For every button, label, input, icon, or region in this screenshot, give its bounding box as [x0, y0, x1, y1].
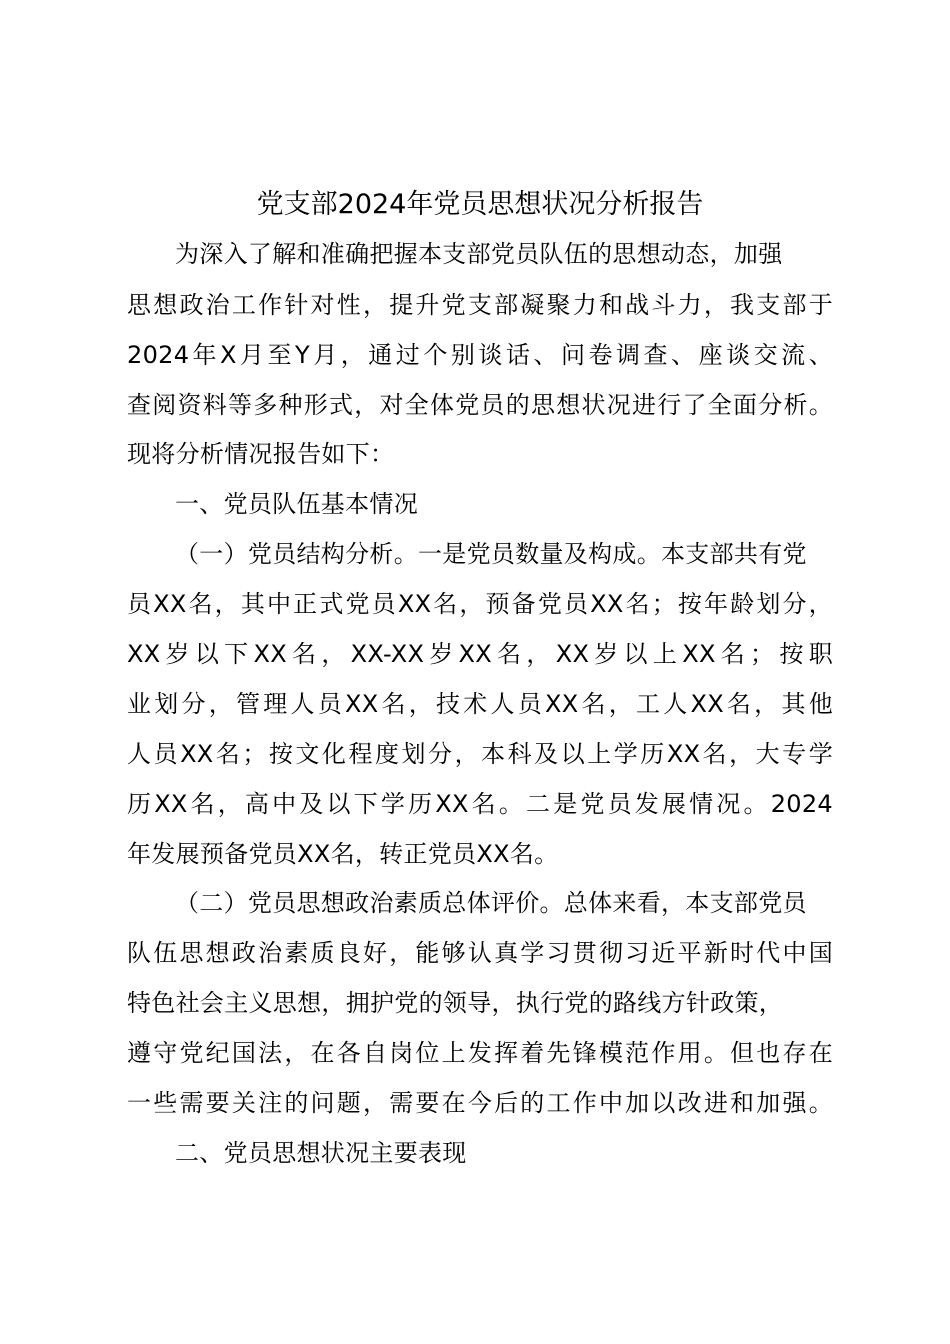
paragraph-line: （一）党员结构分析。一是党员数量及构成。本支部共有党 [175, 540, 807, 568]
paragraph-line: （二）党员思想政治素质总体评价。总体来看，本支部党员 [175, 889, 807, 917]
paragraph-line: XX岁以下XX名，XX-XX岁XX名，XX岁以上XX名；按职 [127, 640, 833, 668]
section-heading: 二、党员思想状况主要表现 [175, 1139, 467, 1167]
paragraph-line: 2024年X月至Y月，通过个别谈话、问卷调查、座谈交流、 [127, 341, 833, 369]
paragraph-line: 历XX名，高中及以下学历XX名。二是党员发展情况。2024 [127, 790, 833, 818]
paragraph-line: 员XX名，其中正式党员XX名，预备党员XX名；按年龄划分， [127, 590, 833, 618]
paragraph-line: 现将分析情况报告如下： [127, 440, 395, 468]
paragraph-line: 遵守党纪国法，在各自岗位上发挥着先锋模范作用。但也存在 [127, 1039, 833, 1067]
paragraph-line: 为深入了解和准确把握本支部党员队伍的思想动态，加强 [175, 240, 783, 268]
paragraph-line: 年发展预备党员XX名，转正党员XX名。 [127, 840, 559, 868]
paragraph-line: 思想政治工作针对性，提升党支部凝聚力和战斗力，我支部于 [127, 291, 833, 319]
paragraph-line: 一些需要关注的问题，需要在今后的工作中加以改进和加强。 [127, 1089, 833, 1117]
section-heading: 一、党员队伍基本情况 [175, 490, 418, 518]
paragraph-line: 特色社会主义思想，拥护党的领导，执行党的路线方针政策， [127, 989, 784, 1017]
paragraph-line: 查阅资料等多种形式，对全体党员的思想状况进行了全面分析。 [127, 391, 833, 419]
paragraph-line: 业划分，管理人员XX名，技术人员XX名，工人XX名，其他 [127, 690, 833, 718]
paragraph-line: 队伍思想政治素质良好，能够认真学习贯彻习近平新时代中国 [127, 939, 833, 967]
paragraph-line: 人员XX名；按文化程度划分，本科及以上学历XX名，大专学 [127, 740, 833, 768]
document-title: 党支部2024年党员思想状况分析报告 [256, 189, 704, 220]
